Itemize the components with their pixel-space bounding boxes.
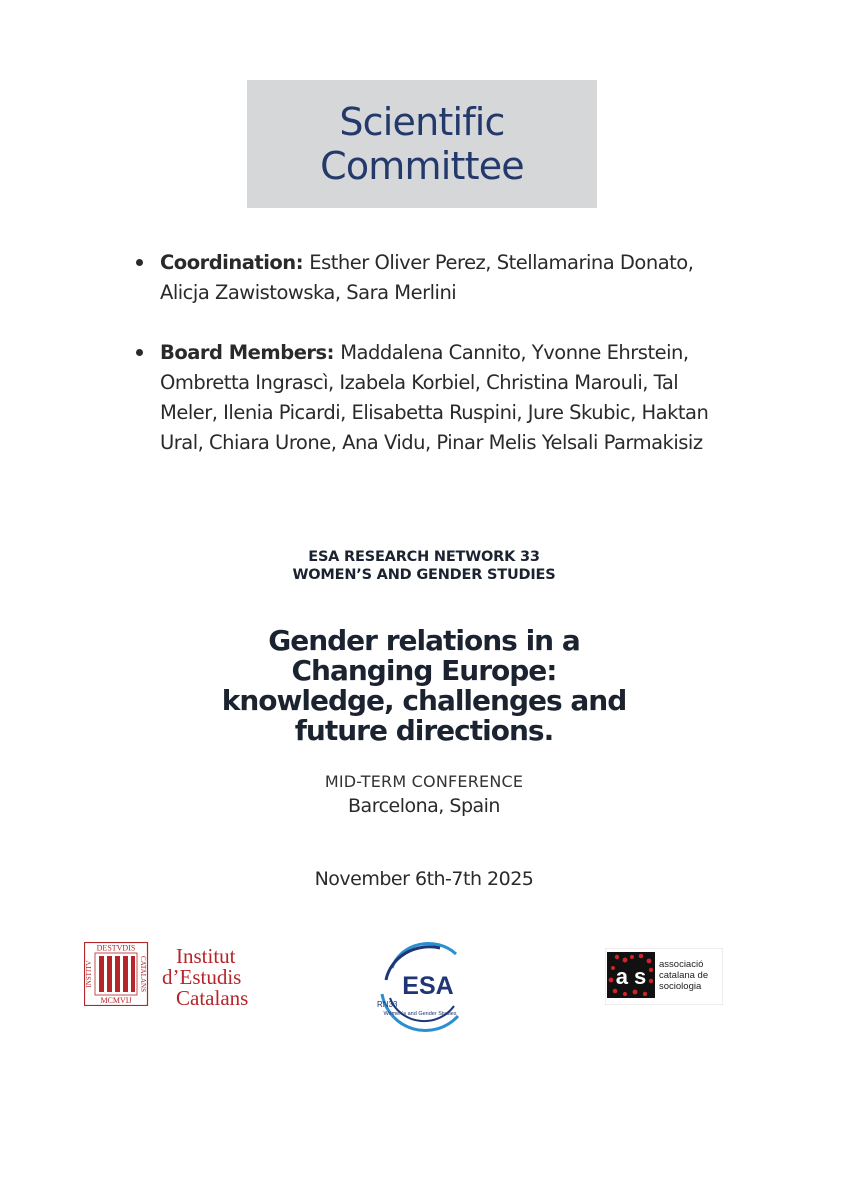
svg-text:CATALANS: CATALANS	[139, 956, 147, 992]
committee-list	[136, 248, 736, 488]
coordination-label: Coordination:	[160, 251, 310, 274]
conference-dates: November 6th-7th 2025	[314, 868, 534, 890]
bullet-icon	[136, 349, 143, 356]
svg-text:MCMVIJ: MCMVIJ	[100, 996, 132, 1005]
conference-title-line-3: knowledge, challenges and	[221, 684, 627, 717]
svg-text:DESTVDIS: DESTVDIS	[96, 943, 136, 953]
board-members-label: Board Members:	[160, 341, 341, 364]
iec-logo	[84, 942, 284, 1006]
svg-text:Institut: Institut	[176, 944, 236, 968]
conference-title-line-2: Changing Europe:	[291, 654, 557, 687]
svg-text:associació: associació	[659, 959, 704, 970]
coordination-names: Esther Oliver Perez, Stellamarina Donato, Alicja Zawistowska, Sara Merlini	[160, 251, 694, 304]
board-members-names: Maddalena Cannito, Yvonne Ehrstein, Ombretta Ingrascì, Izabela Korbiel, Christina Marouli, Tal Meler, Ilenia Picardi, Elisabetta Ruspini, Jure Skubic, Haktan Ural, Chiara Urone, Ana Vidu, Pinar Melis Yelsali Parmakisiz	[160, 341, 709, 454]
conference-title	[0, 626, 848, 746]
coordination-item	[136, 248, 736, 308]
conference-title-line-1: Gender relations in a	[268, 624, 580, 657]
svg-text:Women's and Gender Studies: Women's and Gender Studies	[383, 1011, 457, 1017]
svg-text:INSTITV: INSTITV	[85, 960, 93, 988]
svg-text:RN33: RN33	[377, 1000, 398, 1009]
conference-title-line-4: future directions.	[294, 714, 554, 747]
svg-text:sociologia: sociologia	[659, 981, 702, 992]
network-subtitle: WOMEN’S AND GENDER STUDIES	[292, 567, 556, 583]
svg-text:a s: a s	[615, 964, 647, 989]
esa-rn33-logo	[370, 938, 470, 1034]
conference-location: Barcelona, Spain	[348, 795, 500, 817]
conference-type: MID-TERM CONFERENCE	[324, 772, 524, 791]
bullet-icon	[136, 259, 143, 266]
svg-text:d’Estudis: d’Estudis	[162, 965, 242, 989]
svg-text:ESA: ESA	[402, 972, 454, 1000]
network-name: ESA RESEARCH NETWORK 33	[308, 549, 540, 565]
board-members-item	[136, 338, 736, 458]
svg-text:catalana de: catalana de	[659, 970, 709, 981]
heading-line-2: Committee	[320, 144, 524, 188]
scientific-committee-heading-box	[247, 80, 597, 208]
acs-logo-icon	[605, 948, 723, 1005]
heading-line-1: Scientific	[339, 100, 505, 144]
acs-logo	[605, 948, 723, 1005]
svg-text:Catalans: Catalans	[176, 986, 249, 1006]
iec-seal-icon	[84, 942, 284, 1006]
esa-logo-icon	[370, 938, 470, 1034]
